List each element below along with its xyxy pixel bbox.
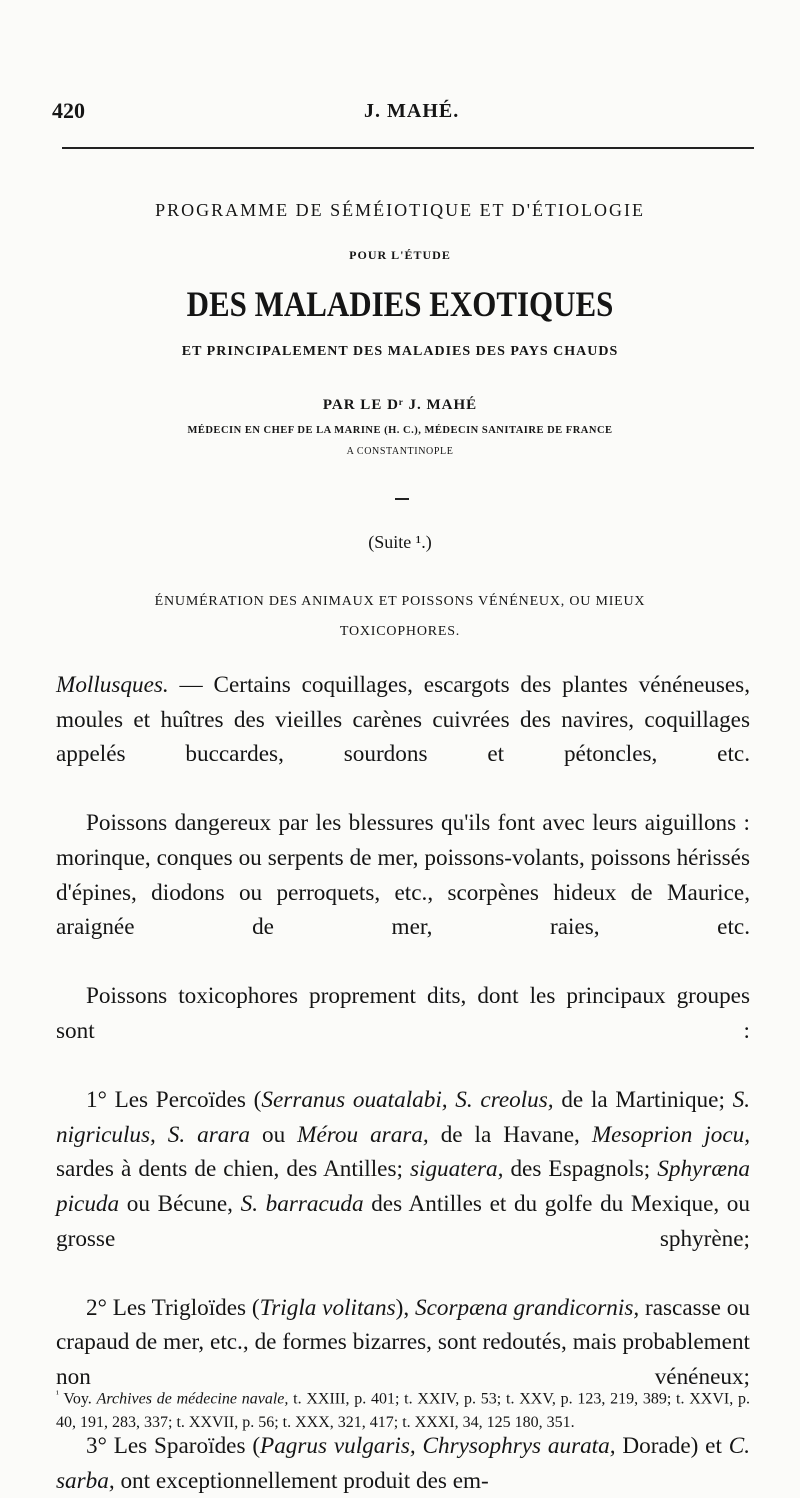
header-rule <box>62 147 754 149</box>
footnote <box>56 1383 750 1434</box>
species-name: Sphyræna picuda <box>56 1156 751 1217</box>
title-line-2: POUR L'ÉTUDE <box>349 248 451 262</box>
section-heading-line-2: TOXICOPHORES. <box>339 624 461 639</box>
text-span: ou Bécune, <box>119 1190 241 1217</box>
species-name: siguatera, <box>410 1156 504 1183</box>
main-title: DES MALADIES EXOTIQUES <box>186 284 614 324</box>
species-name: Mesoprion jocu, <box>591 1121 751 1148</box>
subtitle: ET PRINCIPALEMENT DES MALADIES DES PAYS CHAUDS <box>181 344 619 359</box>
species-name: S. barracuda <box>240 1190 364 1217</box>
text-span: ), <box>395 1294 415 1321</box>
paragraph-percoides <box>56 1083 750 1291</box>
text-span: de la Martinique; <box>553 1087 733 1114</box>
species-name: C. sarba, <box>56 1433 751 1494</box>
species-name: Trigla volitans <box>259 1294 396 1321</box>
paragraph-mollusques <box>56 668 750 806</box>
species-name: Scorpæna grandicornis, <box>414 1294 640 1321</box>
affiliation-line-1: MÉDECIN EN CHEF DE LA MARINE (H. C.), MÉDECIN SANITAIRE DE FRANCE <box>187 425 613 436</box>
paragraph-label: Mollusques. <box>56 672 169 698</box>
text-span: Voy. <box>58 1390 97 1408</box>
text-span: des Antilles et du golfe du Mexique, ou grosse sphyrène; <box>56 1190 750 1252</box>
species-name: S. nigriculus, S. arara <box>56 1087 751 1148</box>
text-span: des Espagnols; <box>503 1156 658 1183</box>
separator-dash <box>395 498 409 500</box>
text-span: t. XXIII, p. 401; t. XXIV, p. 53; t. XXV, p. 123, 219, 389; t. XXVI, p. 40, 191, 283, 337; t. XXVII, p. 56; t. XXX, 321, 417; t. XXXI, 34, 125 180, 351. <box>56 1390 750 1431</box>
species-name: Mérou arara, <box>297 1121 429 1148</box>
species-name: Serranus ouatalabi, S. creolus, <box>261 1087 554 1114</box>
species-name: Pagrus vulgaris, Chrysophrys aurata, <box>260 1433 616 1460</box>
suite-note: (Suite ¹.) <box>368 532 432 552</box>
journal-title: Archives de médecine navale, <box>96 1390 289 1408</box>
affiliation-line-2: A CONSTANTINOPLE <box>346 446 454 457</box>
section-heading-line-1: ÉNUMÉRATION DES ANIMAUX ET POISSONS VÉNÉNEUX, OU MIEUX <box>154 594 646 609</box>
text-span: sardes à dents de chien, des Antilles; <box>56 1156 410 1183</box>
footnote-mark: ¹ <box>56 1389 59 1400</box>
paragraph-poissons-dangereux: Poissons dangereux par les blessures qu'ils font avec leurs aiguillons : morinque, conques ou serpents de mer, poissons-volants, poissons hérissés d'épines, diodons ou perroquets, etc., scorpènes hideux de Maurice, araignée de mer, raies, etc. <box>56 810 750 941</box>
text-span: 2° Les Trigloïdes ( <box>86 1294 260 1321</box>
page-number: 420 <box>52 98 85 123</box>
author-line: PAR LE Dʳ J. MAHÉ <box>322 397 478 413</box>
paragraph-toxicophores: Poissons toxicophores proprement dits, dont les principaux groupes sont : <box>56 983 750 1044</box>
title-line-1: PROGRAMME DE SÉMÉIOTIQUE ET D'ÉTIOLOGIE <box>155 200 645 220</box>
text-span: de la Havane, <box>428 1121 592 1148</box>
text-span: rascasse ou crapaud de mer, etc., de formes bizarres, sont redoutés, mais probablement non vénéneux; <box>56 1294 750 1390</box>
text-span: 1° Les Percoïdes ( <box>86 1087 262 1114</box>
footnote-text <box>56 1383 750 1434</box>
running-head: J. MAHÉ. <box>364 100 460 122</box>
text-span: 3° Les Sparoïdes ( <box>86 1433 261 1460</box>
body-text <box>56 668 750 1498</box>
text-span: ont exceptionnellement produit des em- <box>114 1467 489 1494</box>
text-span: ou <box>250 1121 298 1148</box>
paragraph-text: — Certains coquillages, escargots des plantes vénéneuses, moules et huîtres des vieilles carènes cuivrées des navires, coquillages appelés buccardes, sourdons et pétoncles, etc. <box>56 672 750 768</box>
paragraph-sparoides <box>56 1429 750 1498</box>
text-span: Dorade) et <box>615 1433 729 1460</box>
